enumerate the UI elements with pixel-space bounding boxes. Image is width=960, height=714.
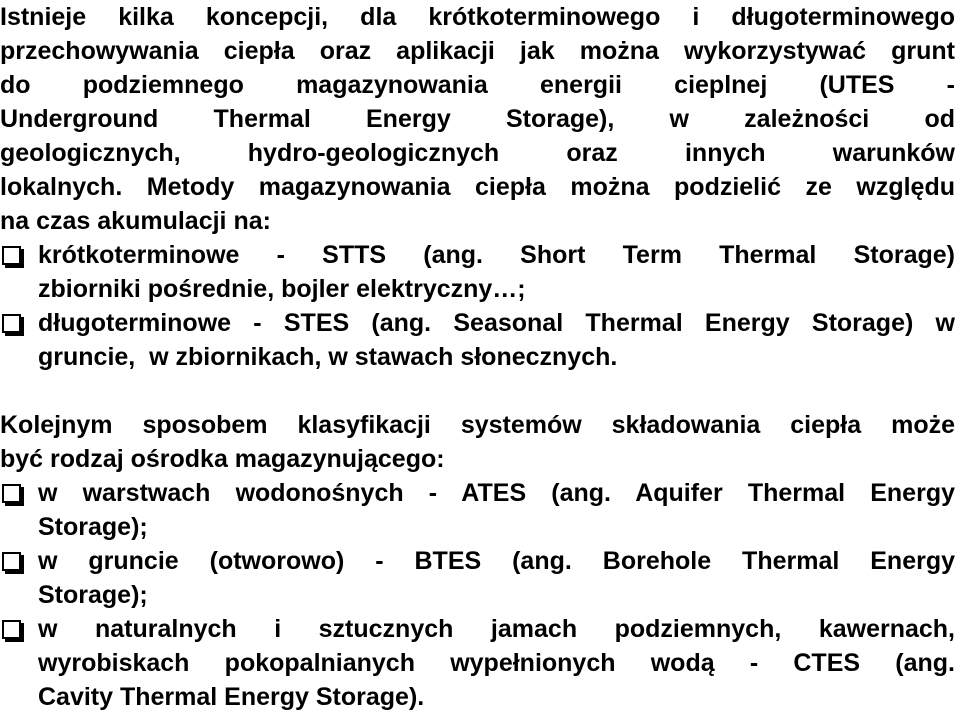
list-item-text [38, 238, 955, 306]
list-item-text [38, 306, 955, 374]
text-line: długoterminowe - STES (ang. Seasonal Thermal Energy Storage) w [38, 309, 955, 337]
checkbox-square-icon [2, 484, 21, 503]
text-line: w warstwach wodonośnych - ATES (ang. Aquifer Thermal Energy [38, 479, 955, 507]
checkbox-square-icon [2, 246, 21, 265]
classification-paragraph [0, 408, 955, 476]
checkbox-square-icon [2, 620, 21, 639]
intro-paragraph [0, 0, 955, 238]
list-item-text [38, 544, 955, 612]
text-line: zbiorniki pośrednie, bojler elektryczny…; [38, 275, 526, 303]
text-line: na czas akumulacji na: [0, 207, 271, 235]
text-line: wyrobiskach pokopalnianych wypełnionych wodą - CTES (ang. [38, 649, 955, 677]
text-line: Kolejnym sposobem klasyfikacji systemów składowania ciepła może [0, 411, 955, 439]
text-line: Storage); [38, 581, 148, 609]
list-item-text [38, 612, 955, 714]
text-line: Istnieje kilka koncepcji, dla krótkoterminowego i długoterminowego [0, 3, 955, 31]
text-line: gruncie, w zbiornikach, w stawach słonecznych. [38, 343, 618, 371]
text-line: do podziemnego magazynowania energii cieplnej (UTES - [0, 71, 955, 99]
text-line: krótkoterminowe - STTS (ang. Short Term Thermal Storage) [38, 241, 955, 269]
text-line: w naturalnych i sztucznych jamach podziemnych, kawernach, [38, 615, 955, 643]
text-line: Cavity Thermal Energy Storage). [38, 683, 425, 711]
text-line: Underground Thermal Energy Storage), w zależności od [0, 105, 955, 133]
text-line: przechowywania ciepła oraz aplikacji jak można wykorzystywać grunt [0, 37, 955, 65]
text-line: geologicznych, hydro-geologicznych oraz innych warunków [0, 139, 955, 167]
text-line: Storage); [38, 513, 148, 541]
text-line: lokalnych. Metody magazynowania ciepła można podzielić ze względu [0, 173, 955, 201]
text-line: w gruncie (otworowo) - BTES (ang. Borehole Thermal Energy [38, 547, 955, 575]
list-item-text [38, 476, 955, 544]
checkbox-square-icon [2, 552, 21, 571]
text-line: być rodzaj ośrodka magazynującego: [0, 445, 445, 473]
checkbox-square-icon [2, 314, 21, 333]
